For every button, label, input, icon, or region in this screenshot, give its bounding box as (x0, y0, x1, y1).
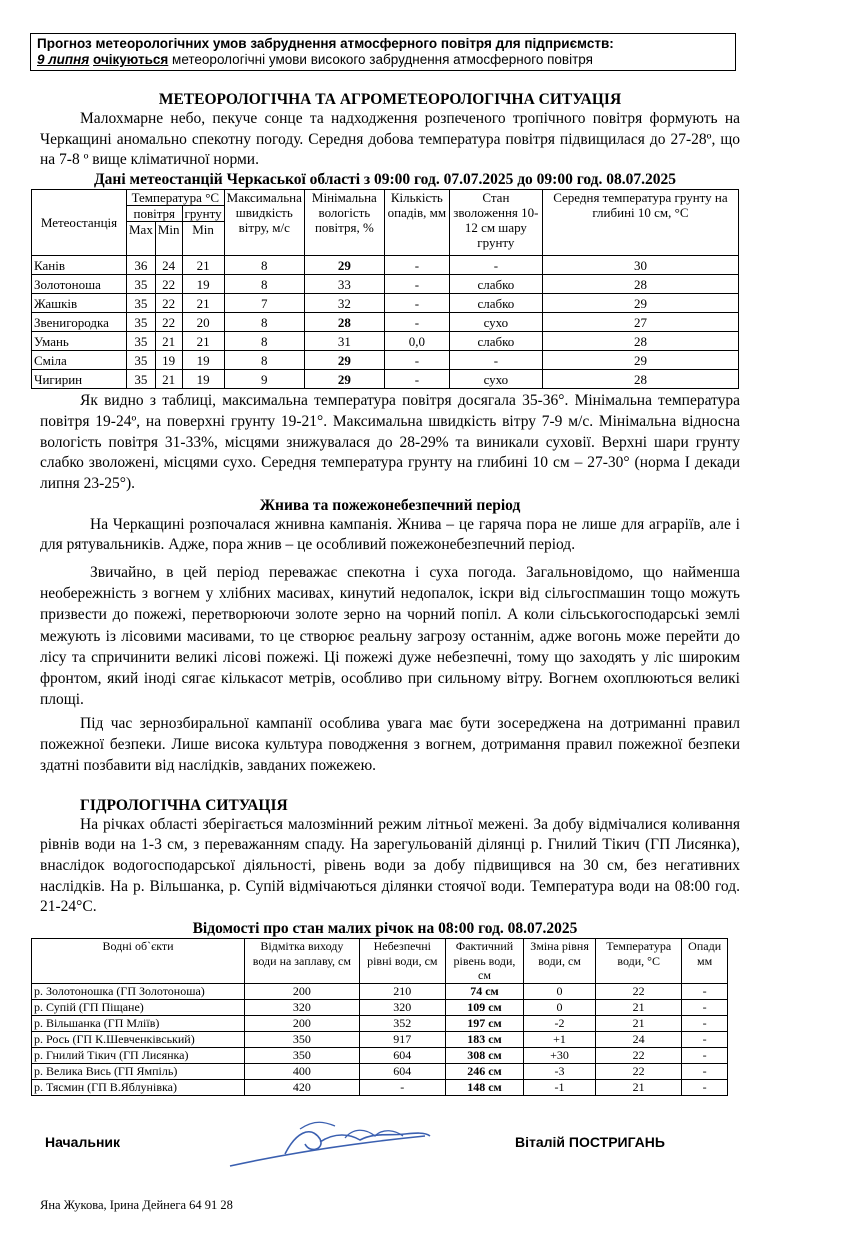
table-cell: 24 (596, 1031, 682, 1047)
table-cell: Золотоноша (32, 275, 127, 294)
table-cell: 35 (127, 370, 156, 389)
col-soil-min: Min (182, 222, 224, 256)
table-cell: слабко (449, 275, 542, 294)
table-cell: р. Велика Вись (ГП Ямпіль) (32, 1063, 245, 1079)
table-cell: - (384, 275, 449, 294)
table-cell: 20 (182, 313, 224, 332)
meteo-summary: Як видно з таблиці, максимальна температура повітря досягала 35-36°. Мінімальна температура повітря 19-24º, на поверхні грунту 19-21°. Максимальна швидкість вітру 7-9 м/с. Мінімальна відносна вологість повітря 31-33%, місцями знижувалася до 28-29% та виникали суховії. Верхні шари грунту слабко зволожені, місцями сухо. Середня температура грунту на глибині 10 см – 27-30° (норма І декади липня 23-25°). (40, 392, 740, 492)
table-cell: 8 (224, 332, 304, 351)
table-cell: 28 (542, 332, 738, 351)
table-cell: 0,0 (384, 332, 449, 351)
table-cell: слабко (449, 294, 542, 313)
forecast-expected: очікуються (93, 52, 169, 67)
col-station: Метеостанція (32, 190, 127, 256)
harvest-title: Жнива та пожежонебезпечний період (259, 496, 521, 514)
table-cell: 21 (182, 332, 224, 351)
column-header: Температура води, °С (596, 939, 682, 984)
table-cell: 21 (155, 332, 182, 351)
col-soil-temp: Середня температура грунту на глибині 10 см, °С (542, 190, 738, 256)
table-cell: 183 см (445, 1031, 523, 1047)
table-cell: 148 см (445, 1079, 523, 1095)
table-cell: 21 (596, 999, 682, 1015)
footer-authors: Яна Жукова, Ірина Дейнега 64 91 28 (40, 1197, 233, 1212)
table-cell: - (384, 294, 449, 313)
table-cell: 22 (596, 1047, 682, 1063)
col-temp: Температура °С (127, 190, 225, 206)
table-cell: 32 (304, 294, 384, 313)
table-cell: р. Рось (ГП К.Шевченківський) (32, 1031, 245, 1047)
table-cell: 21 (182, 294, 224, 313)
table-cell: - (682, 1063, 728, 1079)
table-cell: сухо (449, 370, 542, 389)
table-cell: -3 (524, 1063, 596, 1079)
table-row (32, 1031, 728, 1047)
col-wind: Максимальна швидкість вітру, м/с (224, 190, 304, 256)
meteo-stations-table (31, 189, 739, 389)
table-row (32, 294, 739, 313)
table-cell: 0 (524, 999, 596, 1015)
column-header: Відмітка виходу води на заплаву, см (245, 939, 360, 984)
table-cell: 22 (155, 294, 182, 313)
table-row (32, 313, 739, 332)
table-row (32, 999, 728, 1015)
table-row (32, 1063, 728, 1079)
table-cell: 36 (127, 256, 156, 275)
table-cell: 0 (524, 983, 596, 999)
table-cell: 8 (224, 275, 304, 294)
column-header: Фактичний рівень води, см (445, 939, 523, 984)
col-precip: Кількість опадів, мм (384, 190, 449, 256)
column-header: Опади мм (682, 939, 728, 984)
table-cell: 604 (359, 1063, 445, 1079)
table-cell: 200 (245, 1015, 360, 1031)
table-cell: - (449, 351, 542, 370)
table-cell: р. Вільшанка (ГП Мліїв) (32, 1015, 245, 1031)
table-cell: 352 (359, 1015, 445, 1031)
table-cell: - (682, 1031, 728, 1047)
table-cell: 29 (304, 370, 384, 389)
table-cell: 22 (155, 313, 182, 332)
meteo-title: МЕТЕОРОЛОГІЧНА ТА АГРОМЕТЕОРОЛОГІЧНА СИТУАЦІЯ (158, 91, 622, 108)
table-cell: - (682, 1015, 728, 1031)
table-cell: слабко (449, 332, 542, 351)
table-cell: -2 (524, 1015, 596, 1031)
handwritten-signature (225, 1114, 440, 1172)
table-row (32, 275, 739, 294)
col-air-min: Min (155, 222, 182, 256)
harvest-para-2: Звичайно, в цей період переважає спекотна і суха погода. Загальновідомо, що найменша необережність з вогнем у хлібних масивах, кинутий недопалок, іскри від сільгоспмашин тощо можуть призвести до пожежі, перетворюючи золоте зерно на чорний попіл. А коли сільськогосподарські землі межують із лісовими масивами, то це створює реальну загрозу останнім, адже вогонь може перейти до лісу та спричинити великі лісові пожежі. Ці пожежі дуже небезпечні, тому що заходять у ліс широким фронтом, який іноді сягає кількасот метрів, особливо при сильному вітру. Вогнем охоплюються великі площі. (40, 564, 740, 709)
table-cell: 24 (155, 256, 182, 275)
table-cell: 29 (304, 256, 384, 275)
table-cell: 21 (155, 370, 182, 389)
col-air-max: Max (127, 222, 156, 256)
table-cell: 35 (127, 332, 156, 351)
table-cell: - (682, 1047, 728, 1063)
table-cell: 8 (224, 351, 304, 370)
col-soil: грунту (182, 206, 224, 222)
forecast-text: метеорологічні умови високого забруднення атмосферного повітря (168, 52, 593, 67)
column-header: Зміна рівня води, см (524, 939, 596, 984)
table-cell: р. Супій (ГП Піщане) (32, 999, 245, 1015)
table-cell: +30 (524, 1047, 596, 1063)
table-cell: - (384, 351, 449, 370)
forecast-heading: Прогноз метеорологічних умов забруднення атмосферного повітря для підприємств: (37, 36, 614, 51)
table-cell: 22 (155, 275, 182, 294)
col-air: повітря (127, 206, 183, 222)
table-row (32, 256, 739, 275)
table-cell: 19 (182, 275, 224, 294)
table-cell: 8 (224, 256, 304, 275)
signatory-name: Віталій ПОСТРИГАНЬ (515, 1133, 665, 1150)
table-cell: - (359, 1079, 445, 1095)
table-cell: 29 (542, 351, 738, 370)
table-row (32, 370, 739, 389)
table-cell: 350 (245, 1031, 360, 1047)
table-cell: Сміла (32, 351, 127, 370)
table-cell: - (384, 370, 449, 389)
table-row (32, 1047, 728, 1063)
table-cell: Звенигородка (32, 313, 127, 332)
table-cell: +1 (524, 1031, 596, 1047)
table-cell: 35 (127, 313, 156, 332)
table-cell: 320 (245, 999, 360, 1015)
table-cell: 28 (304, 313, 384, 332)
table-cell: 35 (127, 275, 156, 294)
table-cell: 604 (359, 1047, 445, 1063)
table-cell: 197 см (445, 1015, 523, 1031)
table-row (32, 351, 739, 370)
table-cell: - (384, 313, 449, 332)
harvest-para-1: На Черкащині розпочалася жнивна кампанія. Жнива – це гаряча пора не лише для аграріїв, але і для рятувальників. Адже, пора жнив – це особливий пожежонебезпечний період. (40, 515, 740, 554)
table-cell: 19 (182, 351, 224, 370)
harvest-para-3: Під час зернозбиральної кампанії особлива увага має бути зосереджена на дотриманні правил пожежної безпеки. Лише висока культура поводження з вогнем, дотримання правил пожежної безпеки здатні позбавити від наслідків, завданих пожежею. (40, 715, 740, 774)
table-cell: - (682, 999, 728, 1015)
signatory-position: Начальник (45, 1133, 121, 1150)
table-cell: 350 (245, 1047, 360, 1063)
table-row (32, 1079, 728, 1095)
table-cell: 31 (304, 332, 384, 351)
table-cell: 29 (304, 351, 384, 370)
table-cell: 28 (542, 275, 738, 294)
table-cell: 21 (182, 256, 224, 275)
table-cell: р. Гнилий Тікич (ГП Лисянка) (32, 1047, 245, 1063)
table-cell: 7 (224, 294, 304, 313)
table-row (32, 983, 728, 999)
table-cell: 22 (596, 1063, 682, 1079)
table-cell: 28 (542, 370, 738, 389)
table-cell: 9 (224, 370, 304, 389)
table-cell: 246 см (445, 1063, 523, 1079)
table-cell: 27 (542, 313, 738, 332)
table-cell: -1 (524, 1079, 596, 1095)
rivers-table-title: Відомості про стан малих річок на 08:00 год. 08.07.2025 (192, 920, 578, 938)
table-cell: 8 (224, 313, 304, 332)
column-header: Водні об`єкти (32, 939, 245, 984)
table-cell: - (384, 256, 449, 275)
table-cell: Чигирин (32, 370, 127, 389)
pollution-forecast-box (30, 33, 736, 71)
table-cell: 21 (596, 1079, 682, 1095)
table-cell: - (682, 1079, 728, 1095)
forecast-date: 9 липня (37, 52, 90, 67)
table-cell: 21 (596, 1015, 682, 1031)
col-moisture: Стан зволоження 10-12 см шару грунту (449, 190, 542, 256)
col-humidity: Мінімальна вологість повітря, % (304, 190, 384, 256)
table-cell: 19 (155, 351, 182, 370)
meteo-table-title: Дані метеостанцій Черкаської області з 09:00 год. 07.07.2025 до 09:00 год. 08.07.2025 (93, 171, 676, 189)
table-row (32, 1015, 728, 1031)
table-cell: 74 см (445, 983, 523, 999)
table-cell: 400 (245, 1063, 360, 1079)
signature-row (30, 1114, 740, 1174)
table-cell: 308 см (445, 1047, 523, 1063)
table-cell: 35 (127, 294, 156, 313)
table-cell: 19 (182, 370, 224, 389)
table-cell: Жашків (32, 294, 127, 313)
table-cell: 22 (596, 983, 682, 999)
table-cell: 320 (359, 999, 445, 1015)
table-cell: 200 (245, 983, 360, 999)
meteo-intro: Малохмарне небо, пекуче сонце та надходження розпеченого тропічного повітря формують на Черкащині аномально спекотну погоду. Середня добова температура повітря підвищилася до 27-28º, що на 7-8 º вище кліматичної норми. (40, 110, 740, 169)
table-cell: р. Золотоношка (ГП Золотоноша) (32, 983, 245, 999)
table-row (32, 332, 739, 351)
table-cell: 29 (542, 294, 738, 313)
table-cell: - (449, 256, 542, 275)
table-cell: 109 см (445, 999, 523, 1015)
table-cell: Канів (32, 256, 127, 275)
table-cell: 420 (245, 1079, 360, 1095)
hydro-text: На річках області зберігається малозмінний режим літньої межені. За добу відмічалися коливання рівнів води на 1-3 см, з переважанням спаду. На зарегульованій ділянці р. Гнилий Тікич (ГП Лисянка), внаслідок водогосподарської діяльності, рівень води за добу підвищився на 30 см, без негативних наслідків. На р. Вільшанка, р. Супій відмічаються ділянки стоячої води. Температура води на 08:00 год. 21-24°С. (40, 815, 740, 916)
column-header: Небезпечні рівні води, см (359, 939, 445, 984)
hydro-title: ГІДРОЛОГІЧНА СИТУАЦІЯ (80, 796, 288, 814)
table-cell: сухо (449, 313, 542, 332)
rivers-table (31, 938, 728, 1096)
table-cell: 33 (304, 275, 384, 294)
table-cell: 917 (359, 1031, 445, 1047)
table-cell: р. Тясмин (ГП В.Яблунівка) (32, 1079, 245, 1095)
table-cell: - (682, 983, 728, 999)
table-cell: 35 (127, 351, 156, 370)
table-cell: 210 (359, 983, 445, 999)
table-cell: Умань (32, 332, 127, 351)
table-cell: 30 (542, 256, 738, 275)
